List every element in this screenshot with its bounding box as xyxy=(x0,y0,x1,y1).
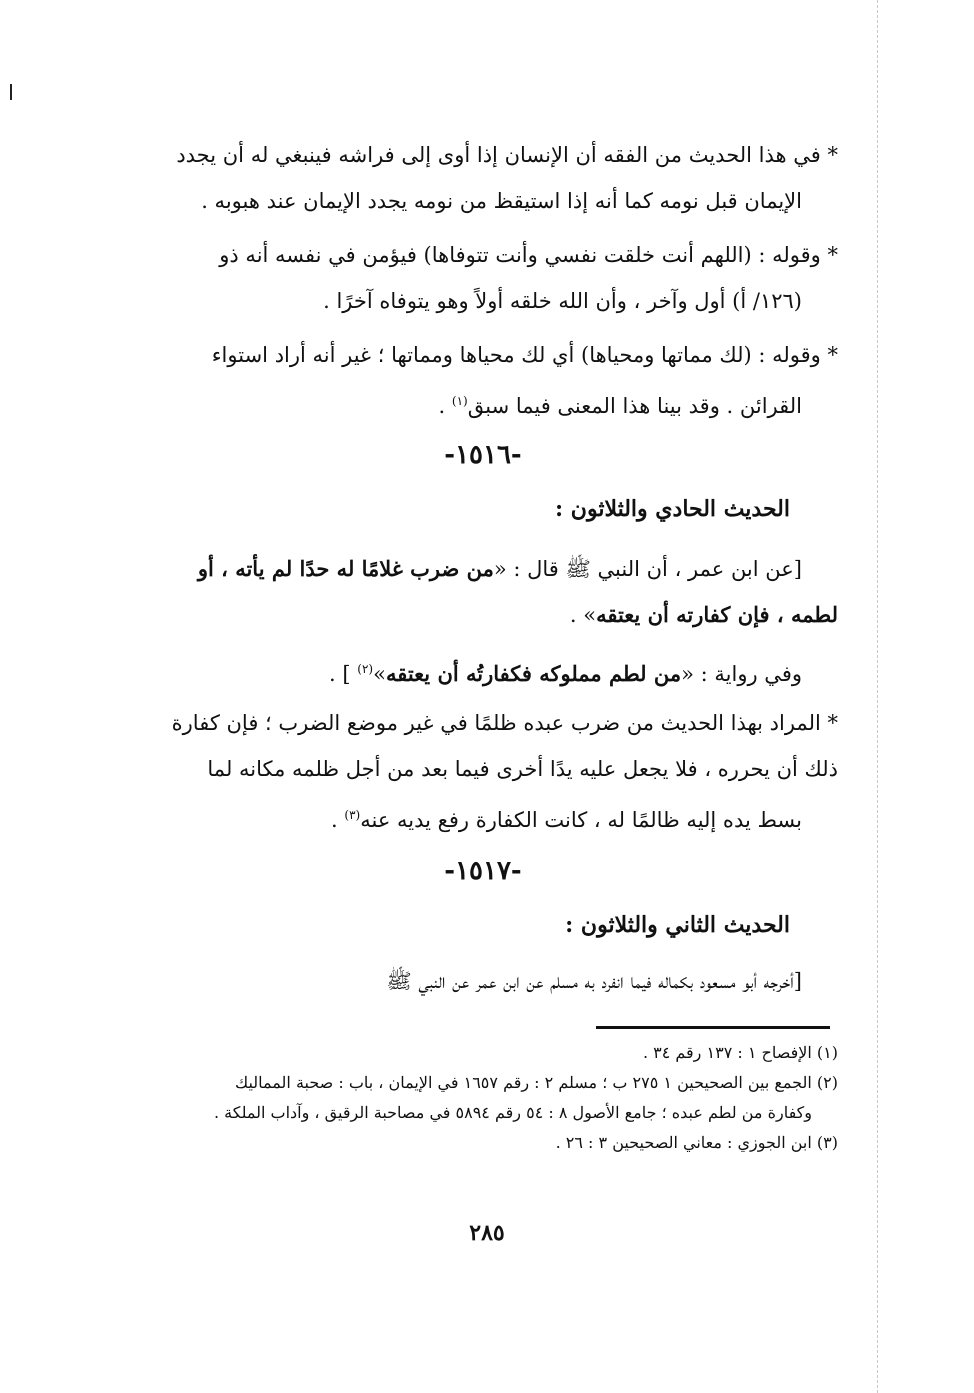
hadith-quote-cont: لطمه ، فإن كفارته أن يعتقه xyxy=(596,602,838,627)
hadith-title-31: الحديث الحادي والثلاثون : xyxy=(555,496,790,522)
riwaya-quote: من لطم مملوكه فكفارتُه أن يعتقه xyxy=(385,661,682,686)
main-text xyxy=(128,0,838,1000)
footnote-ref-1: (١) xyxy=(451,394,468,408)
footnote-2-cont: وكفارة من لطم عبده ؛ جامع الأصول ٨ : ٥٤ رقم ٥٨٩٤ في مصاحبة الرقيق ، وآداب الملكة . xyxy=(214,1103,812,1122)
riwaya-line xyxy=(128,646,838,697)
riwaya-intro: وفي رواية : « xyxy=(681,662,802,686)
paragraph-2-line-1: * وقوله : (اللهم أنت خلقت نفسي وأنت تتوفاها) فيؤمن في نفسه أنه ذو xyxy=(219,243,838,267)
paragraph-3-line-1: * وقوله : (لك مماتها ومحياها) أي لك محياها ومماتها ؛ غير أنه أراد استواء xyxy=(211,343,838,367)
paragraph-3-end: . xyxy=(438,394,452,418)
hadith-text-1-line-2 xyxy=(128,592,838,638)
hadith-text-2-line-1: [أخرجه أبو مسعود بكماله فيما انفرد به مسلم عن ابن عمر عن النبي ﷺ xyxy=(386,969,802,993)
paragraph-2-line-2: (١٢٦/ أ) أول وآخر ، وأن الله خلقه أولاً وهو يتوفاه آخرًا . xyxy=(323,289,802,313)
paragraph-4-line-1: * المراد بهذا الحديث من ضرب عبده ظلمًا في غير موضع الضرب ؛ فإن كفارة xyxy=(171,711,838,735)
hadith-title-32: الحديث الثاني والثلاثون : xyxy=(565,912,790,938)
paragraph-4 xyxy=(128,700,838,843)
paragraph-3 xyxy=(128,332,838,429)
hadith-quote-close: » . xyxy=(569,603,597,627)
footnote-ref-2: (٢) xyxy=(357,662,374,676)
footnote-2: (٢) الجمع بين الصحيحين ١ ٢٧٥ ب ؛ مسلم ٢ : رقم ١٦٥٧ في الإيمان ، باب : صحبة المماليك xyxy=(234,1073,838,1092)
paragraph-1-line-2: الإيمان قبل نومه كما أنه إذا استيقظ من نومه يجدد الإيمان عند هبوبه . xyxy=(201,189,802,213)
footnote-ref-3: (٣) xyxy=(344,808,361,822)
paragraph-4-line-3 xyxy=(128,792,838,843)
hadith-text-1 xyxy=(128,546,838,638)
riwaya-line-inner xyxy=(128,646,838,697)
hadith-text-2 xyxy=(128,958,838,1004)
page-number: ٢٨٥ xyxy=(469,1220,505,1246)
footnote-1: (١) الإفصاح ١ : ١٣٧ رقم ٣٤ . xyxy=(642,1043,838,1062)
paragraph-3-line-2 xyxy=(128,378,838,429)
hadith-text-1-line-1 xyxy=(128,546,838,592)
scan-edge-mark xyxy=(10,84,12,100)
riwaya-close: » xyxy=(373,662,386,686)
paragraph-4-line-2: ذلك أن يحرره ، فلا يجعل عليه يدًا أخرى فيما بعد من أجل ظلمه مكانه لما xyxy=(207,757,838,781)
paragraph-1 xyxy=(128,132,838,224)
footnote-separator xyxy=(596,1026,830,1029)
hadith-number-1517: -١٥١٧- xyxy=(444,856,522,886)
footnotes xyxy=(128,1038,838,1158)
paragraph-4-text: بسط يده إليه ظالمًا له ، كانت الكفارة رفع يديه عنه xyxy=(360,808,802,832)
paragraph-3-text: القرائن . وقد بينا هذا المعنى فيما سبق xyxy=(467,394,802,418)
paragraph-1-line-1: * في هذا الحديث من الفقه أن الإنسان إذا أوى إلى فراشه فينبغي له أن يجدد xyxy=(176,143,838,167)
footnote-3: (٣) ابن الجوزي : معاني الصحيحين ٣ : ٢٦ . xyxy=(555,1133,838,1152)
paragraph-4-end: . xyxy=(331,808,345,832)
hadith-number-1516: -١٥١٦- xyxy=(444,440,522,470)
scan-fold-line xyxy=(877,0,878,1393)
riwaya-end: ] . xyxy=(329,662,358,686)
paragraph-2 xyxy=(128,232,838,324)
hadith-quote: من ضرب غلامًا له حدًا لم يأته ، أو xyxy=(197,556,494,581)
hadith-intro: [عن ابن عمر ، أن النبي ﷺ قال : « xyxy=(493,557,802,581)
